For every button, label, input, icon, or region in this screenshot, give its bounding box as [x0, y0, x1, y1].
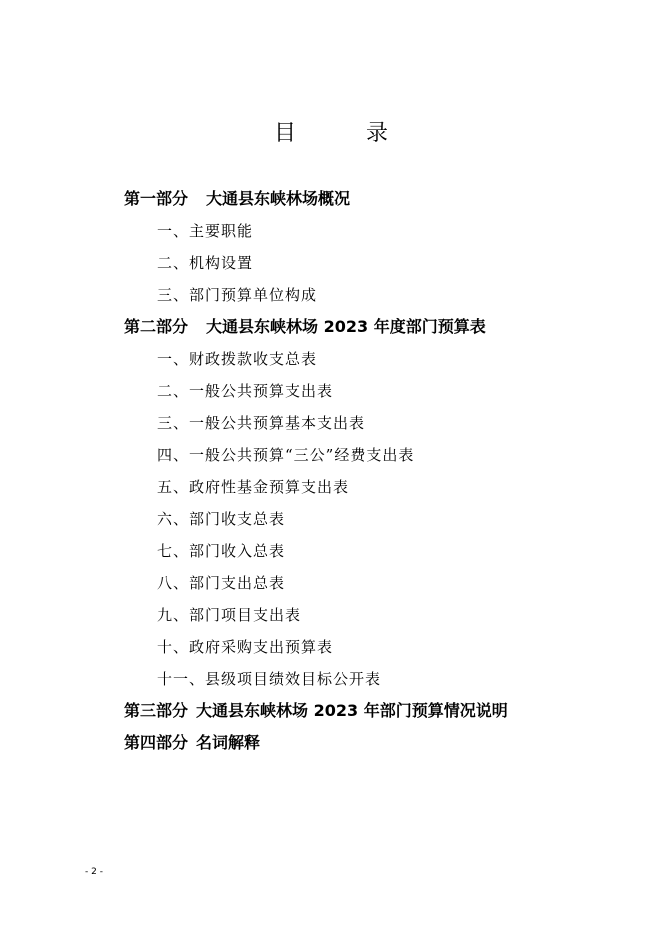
page-title: 目 录: [273, 121, 412, 146]
toc-item[interactable]: 七、部门收入总表: [157, 542, 286, 560]
toc-item[interactable]: 十一、县级项目绩效目标公开表: [157, 670, 382, 688]
toc-item[interactable]: 六、部门收支总表: [157, 510, 286, 528]
toc-item[interactable]: 九、部门项目支出表: [157, 606, 302, 624]
part-title: 名词解释: [196, 733, 261, 752]
toc-item[interactable]: 十、政府采购支出预算表: [157, 638, 334, 656]
toc-part-1[interactable]: [124, 183, 594, 215]
toc-item[interactable]: 三、一般公共预算基本支出表: [157, 414, 366, 432]
toc-item[interactable]: 二、机构设置: [157, 254, 254, 272]
toc-part-2[interactable]: [124, 311, 594, 343]
table-of-contents: [124, 183, 594, 759]
toc-item[interactable]: 四、一般公共预算“三公”经费支出表: [157, 446, 415, 464]
part-title: 大通县东峡林场 2023 年度部门预算表: [206, 317, 486, 336]
part-label: 第三部分: [124, 701, 189, 720]
part-title: 大通县东峡林场 2023 年部门预算情况说明: [196, 701, 508, 720]
toc-item[interactable]: 一、财政拨款收支总表: [157, 350, 318, 368]
toc-item[interactable]: 五、政府性基金预算支出表: [157, 478, 350, 496]
toc-item[interactable]: 一、主要职能: [157, 222, 254, 240]
page-number: - 2 -: [85, 867, 103, 877]
part-label: 第一部分: [124, 189, 189, 208]
part-label: 第四部分: [124, 733, 189, 752]
toc-part-3[interactable]: [124, 695, 594, 727]
toc-part-4[interactable]: [124, 727, 594, 759]
toc-item[interactable]: 二、一般公共预算支出表: [157, 382, 334, 400]
toc-item[interactable]: 三、部门预算单位构成: [157, 286, 318, 304]
part-title: 大通县东峡林场概况: [206, 189, 351, 208]
toc-item[interactable]: 八、部门支出总表: [157, 574, 286, 592]
part-label: 第二部分: [124, 317, 189, 336]
